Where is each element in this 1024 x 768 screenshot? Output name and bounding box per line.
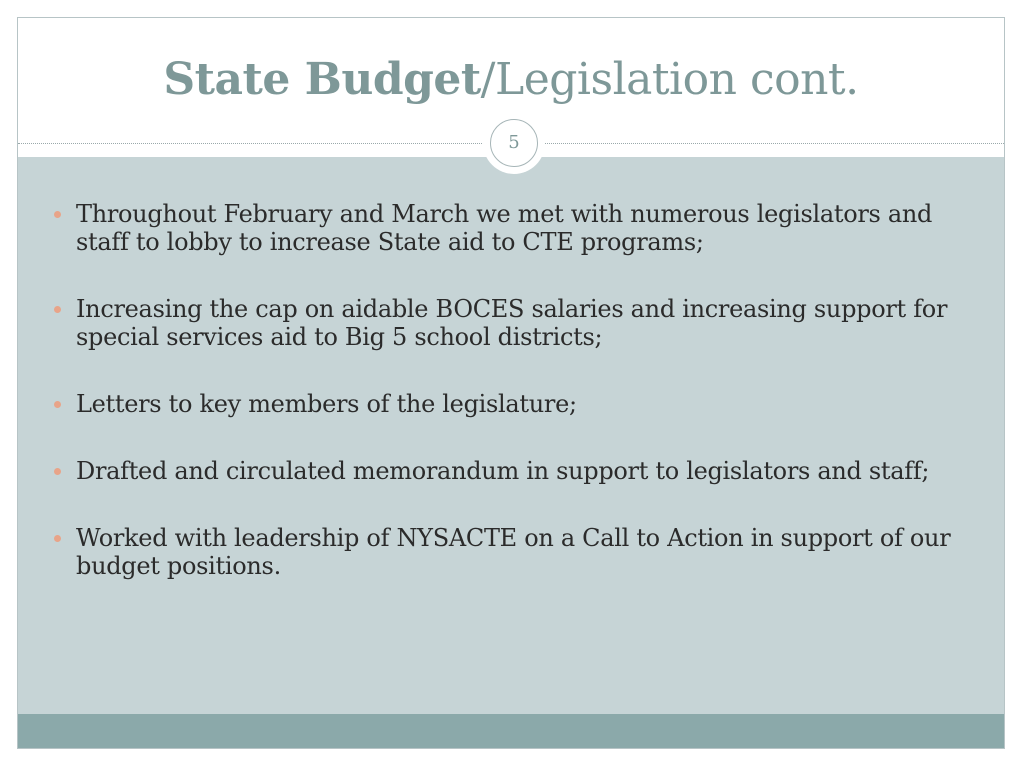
bullet-item xyxy=(54,200,984,256)
bullet-text: Worked with leadership of NYSACTE on a Call to Action in support of our budget positions. xyxy=(76,524,951,580)
bullet-dot-icon xyxy=(54,535,61,542)
bullet-list xyxy=(54,200,984,619)
bullet-dot-icon xyxy=(54,401,61,408)
bullet-dot-icon xyxy=(54,468,61,475)
bullet-item xyxy=(54,295,984,351)
bullet-item xyxy=(54,390,984,418)
page-number: 5 xyxy=(490,119,538,167)
bullet-item xyxy=(54,457,984,485)
slide xyxy=(17,17,1005,749)
slide-title xyxy=(18,52,1004,108)
slide-title-bold: State Budget xyxy=(163,54,481,105)
bullet-text: Drafted and circulated memorandum in support to legislators and staff; xyxy=(76,457,930,485)
footer-bar xyxy=(18,714,1004,748)
slide-title-rest: /Legislation cont. xyxy=(480,54,859,105)
bullet-item xyxy=(54,524,984,580)
page-number-badge xyxy=(484,113,544,173)
bullet-text: Letters to key members of the legislature; xyxy=(76,390,577,418)
bullet-dot-icon xyxy=(54,211,61,218)
bullet-text: Increasing the cap on aidable BOCES salaries and increasing support for special services aid to Big 5 school districts; xyxy=(76,295,948,351)
bullet-text: Throughout February and March we met with numerous legislators and staff to lobby to increase State aid to CTE programs; xyxy=(76,200,933,256)
bullet-dot-icon xyxy=(54,306,61,313)
